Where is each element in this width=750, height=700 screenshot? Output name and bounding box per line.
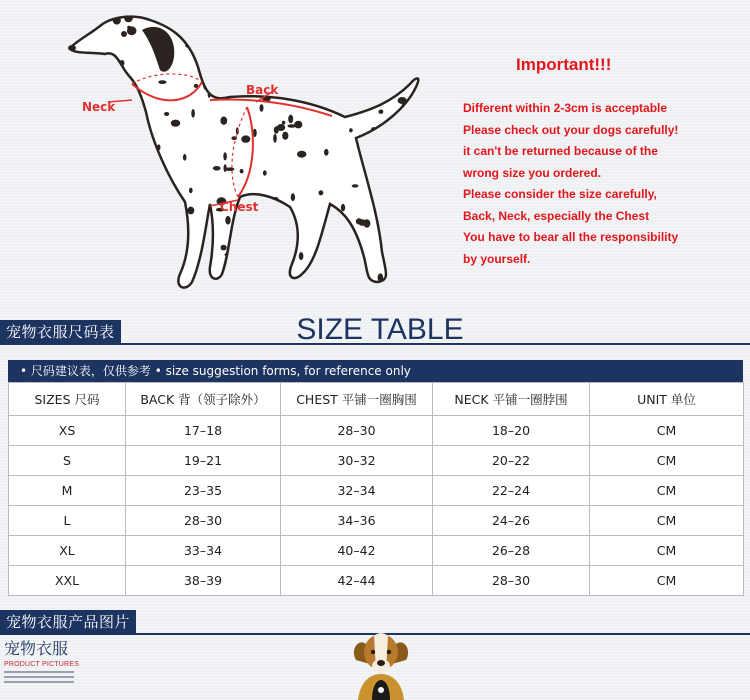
size-table <box>8 382 744 596</box>
dog-spot <box>237 83 243 89</box>
header-chest: CHEST 平铺一圈胸围 <box>281 383 433 416</box>
dog-spot <box>80 232 90 236</box>
cell-neck: 28–30 <box>433 566 590 596</box>
dog-spot <box>126 233 133 240</box>
dog-spot <box>240 169 244 173</box>
header-back: BACK 背（领子除外） <box>126 383 281 416</box>
dog-spot <box>411 15 415 22</box>
dog-spot <box>109 233 118 238</box>
dog-spot <box>172 290 175 293</box>
dog-spot <box>403 234 413 238</box>
cell-unit: CM <box>590 506 744 536</box>
cell-neck: 24–26 <box>433 506 590 536</box>
dog-spot <box>282 121 286 125</box>
dog-spot <box>160 223 169 232</box>
dog-spot <box>229 58 235 63</box>
dog-spot <box>221 245 227 251</box>
dog-spot <box>132 194 137 201</box>
dog-spot <box>356 286 364 290</box>
dog-spot <box>73 82 77 87</box>
dog-spot <box>134 97 137 104</box>
dog-spot <box>187 207 194 215</box>
dog-spot <box>275 53 283 60</box>
suggestion-bar <box>8 360 743 382</box>
cell-neck: 20–22 <box>433 446 590 476</box>
dog-spot <box>189 188 193 194</box>
cell-back: 23–35 <box>126 476 281 506</box>
dog-spot <box>287 54 296 60</box>
cell-size: L <box>9 506 126 536</box>
dog-spot <box>286 39 292 43</box>
cell-neck: 18–20 <box>433 416 590 446</box>
cell-back: 19–21 <box>126 446 281 476</box>
dog-spot <box>404 156 407 161</box>
dog-spot <box>93 58 97 65</box>
neck-label: Neck <box>82 100 116 114</box>
header-sizes: SIZES 尺码 <box>9 383 126 416</box>
fine-print-decoration <box>4 671 74 683</box>
product-title-cn: 宠物衣服 <box>4 639 69 658</box>
dog-spot <box>200 40 207 44</box>
dog-spot <box>315 19 319 24</box>
dog-spot <box>105 151 111 155</box>
cell-unit: CM <box>590 416 744 446</box>
dog-spot <box>400 15 405 20</box>
dog-spot <box>243 222 250 230</box>
dog-spot <box>162 277 165 282</box>
dog-spot <box>102 140 110 143</box>
cell-unit: CM <box>590 476 744 506</box>
dog-spot <box>297 36 303 40</box>
dog-spot <box>173 264 180 269</box>
dog-spot <box>294 121 302 129</box>
dog-spot <box>225 216 230 225</box>
dalmatian-illustration <box>60 12 430 297</box>
dog-spot <box>183 154 187 161</box>
header-unit: UNIT 单位 <box>590 383 744 416</box>
dog-spot <box>73 101 80 104</box>
dog-spot <box>260 104 264 112</box>
cell-back: 17–18 <box>126 416 281 446</box>
important-line: Back, Neck, especially the Chest <box>463 208 650 223</box>
dog-spot <box>115 77 121 81</box>
dog-spot <box>146 171 153 175</box>
dog-spot <box>68 284 75 288</box>
cell-back: 28–30 <box>126 506 281 536</box>
dog-spot <box>224 164 227 172</box>
dog-spot <box>267 220 276 227</box>
dog-spot <box>302 57 309 63</box>
dog-spot <box>410 286 415 289</box>
cell-back: 33–34 <box>126 536 281 566</box>
dog-spot <box>108 137 118 141</box>
back-label: Back <box>246 83 279 97</box>
table-row <box>9 536 744 566</box>
cell-unit: CM <box>590 536 744 566</box>
cell-size: XS <box>9 416 126 446</box>
dog-spot <box>124 13 133 22</box>
size-section-tag: 宠物衣服尺码表 <box>0 320 121 344</box>
cell-size: M <box>9 476 126 506</box>
cell-chest: 40–42 <box>281 536 433 566</box>
dog-spot <box>358 63 363 69</box>
dog-spot <box>191 109 195 118</box>
dog-spot <box>319 190 324 195</box>
dog-spot <box>299 252 304 260</box>
cell-size: XXL <box>9 566 126 596</box>
dog-spot <box>127 286 133 290</box>
dog-spot <box>85 114 91 123</box>
dog-spot <box>240 28 245 34</box>
dog-spot <box>176 239 182 245</box>
dog-spot <box>398 97 407 104</box>
dog-spot <box>341 204 345 211</box>
dog-spot <box>241 135 250 142</box>
table-row <box>9 416 744 446</box>
dog-spot <box>97 54 101 59</box>
dog-spot <box>263 170 267 175</box>
dog-spot <box>95 258 99 261</box>
cell-chest: 32–34 <box>281 476 433 506</box>
product-title-en: PRODUCT PICTURES <box>4 661 80 668</box>
dog-spot <box>220 117 227 125</box>
dog-spot <box>184 21 187 28</box>
dog-spot <box>127 26 131 29</box>
important-line: Different within 2-3cm is acceptable <box>463 101 668 115</box>
dog-spot <box>379 110 384 114</box>
cell-chest: 30–32 <box>281 446 433 476</box>
dog-spot <box>288 115 293 124</box>
dog-spot <box>390 250 398 257</box>
dog-spot <box>229 84 237 89</box>
dog-spot <box>277 124 285 131</box>
chest-label: Chest <box>220 200 259 214</box>
important-line: wrong size you ordered. <box>463 165 602 180</box>
dog-spot <box>100 74 109 78</box>
cell-unit: CM <box>590 566 744 596</box>
dog-spot <box>164 112 169 116</box>
dog-spot <box>110 216 119 219</box>
dog-spot <box>137 161 142 164</box>
cell-neck: 22–24 <box>433 476 590 506</box>
dog-spot <box>273 134 277 143</box>
dog-spot <box>352 184 359 187</box>
dog-spot <box>67 150 73 153</box>
dog-spot <box>87 85 93 91</box>
dog-spot <box>341 89 349 98</box>
dog-spot <box>108 246 117 254</box>
dog-spot <box>158 80 166 84</box>
cell-neck: 26–28 <box>433 536 590 566</box>
dog-spot <box>317 253 322 260</box>
dog-spot <box>297 57 305 61</box>
table-header-row <box>9 383 744 416</box>
important-notes <box>463 98 748 270</box>
dog-spot <box>254 244 263 248</box>
dog-spot <box>379 198 385 205</box>
header-neck: NECK 平铺一圈脖围 <box>433 383 590 416</box>
dog-spot <box>302 96 311 101</box>
important-line: Please consider the size carefully, <box>463 187 657 201</box>
important-line: by yourself. <box>463 251 531 266</box>
important-line: Please check out your dogs carefully! <box>463 122 679 137</box>
dog-spot <box>226 280 235 285</box>
size-table-title: SIZE TABLE <box>296 313 464 346</box>
table-row <box>9 476 744 506</box>
important-title: Important!!! <box>516 55 612 74</box>
products-section-tag: 宠物衣服产品图片 <box>0 610 136 634</box>
important-line: it can't be returned because of the <box>463 144 658 158</box>
important-line: You have to bear all the responsibility <box>463 230 679 244</box>
product-pictures-heading <box>0 636 80 686</box>
table-row <box>9 506 744 536</box>
product-dog-photo <box>350 630 412 700</box>
suggestion-text: • 尺码建议表，仅供参考 • size suggestion forms, for reference only <box>20 364 411 378</box>
dog-spot <box>361 276 367 282</box>
dog-spot <box>150 258 156 262</box>
cell-chest: 28–30 <box>281 416 433 446</box>
dog-spot <box>297 151 306 158</box>
dog-spot <box>213 166 221 171</box>
cell-size: XL <box>9 536 126 566</box>
dog-spot <box>349 128 353 132</box>
table-row <box>9 566 744 596</box>
dog-spot <box>75 56 83 63</box>
dog-spot <box>324 149 329 156</box>
dog-spot <box>83 127 91 134</box>
dog-spot <box>257 285 264 293</box>
dog-spot <box>151 158 158 162</box>
dog-spot <box>219 35 229 41</box>
dog-spot <box>388 184 397 191</box>
dog-spot <box>209 77 215 80</box>
cell-back: 38–39 <box>126 566 281 596</box>
dog-spot <box>287 124 296 128</box>
table-row <box>9 446 744 476</box>
dog-spot <box>291 193 295 201</box>
dog-spot <box>152 274 157 281</box>
dog-spot <box>113 212 120 221</box>
dog-spot <box>297 17 300 21</box>
dog-spot <box>407 261 412 265</box>
cell-chest: 34–36 <box>281 506 433 536</box>
dog-spot <box>358 219 366 226</box>
cell-unit: CM <box>590 446 744 476</box>
dog-spot <box>223 152 227 160</box>
cell-chest: 42–44 <box>281 566 433 596</box>
cell-size: S <box>9 446 126 476</box>
dog-spot <box>381 171 385 175</box>
dog-spot <box>404 182 409 187</box>
dog-spot <box>285 42 289 47</box>
dog-spot <box>171 120 180 127</box>
dog-spot <box>76 168 84 175</box>
dog-spot <box>198 266 206 275</box>
dog-spot <box>262 21 267 26</box>
dog-spot <box>253 274 257 279</box>
dog-spot <box>345 53 349 56</box>
dog-spot <box>282 132 288 140</box>
